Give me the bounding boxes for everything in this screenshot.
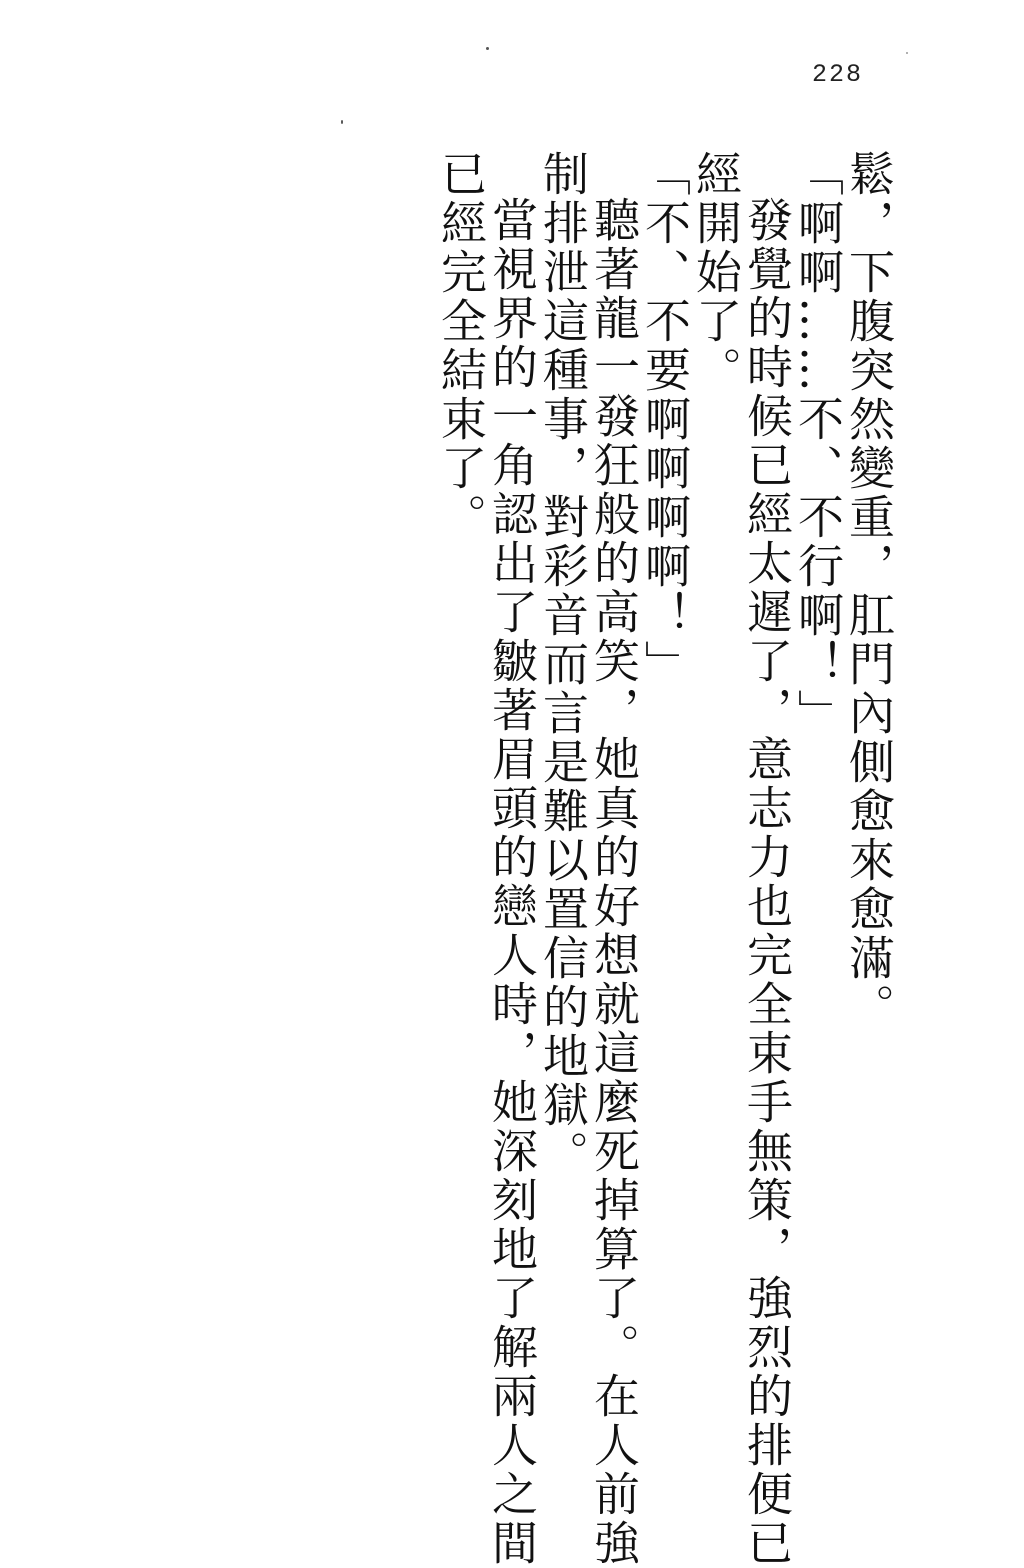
text-line: 「不、不要啊啊啊啊！」 [638, 150, 692, 689]
scan-speck [906, 52, 908, 54]
scan-speck [486, 47, 489, 50]
text-line: 聽著龍一發狂般的高笑，她真的好想就這麼死掉算了。在人前強 [587, 196, 641, 1568]
text-line: 鬆，下腹突然變重，肛門內側愈來愈滿。 [842, 150, 896, 1032]
text-line: 當視界的一角認出了皺著眉頭的戀人時，她深刻地了解兩人之間 [485, 196, 539, 1568]
vertical-text-block [434, 150, 896, 1568]
scan-speck [341, 120, 343, 124]
text-line: 「啊啊……不、不行啊！」 [791, 150, 845, 738]
page-number: 228 [812, 60, 864, 89]
text-line: 發覺的時候已經太遲了，意志力也完全束手無策，強烈的排便已 [740, 196, 794, 1568]
text-line: 經開始了。 [689, 150, 743, 395]
text-line: 已經完全結束了。 [434, 150, 488, 542]
text-line: 制排泄這種事，對彩音而言是難以置信的地獄。 [536, 150, 590, 1179]
